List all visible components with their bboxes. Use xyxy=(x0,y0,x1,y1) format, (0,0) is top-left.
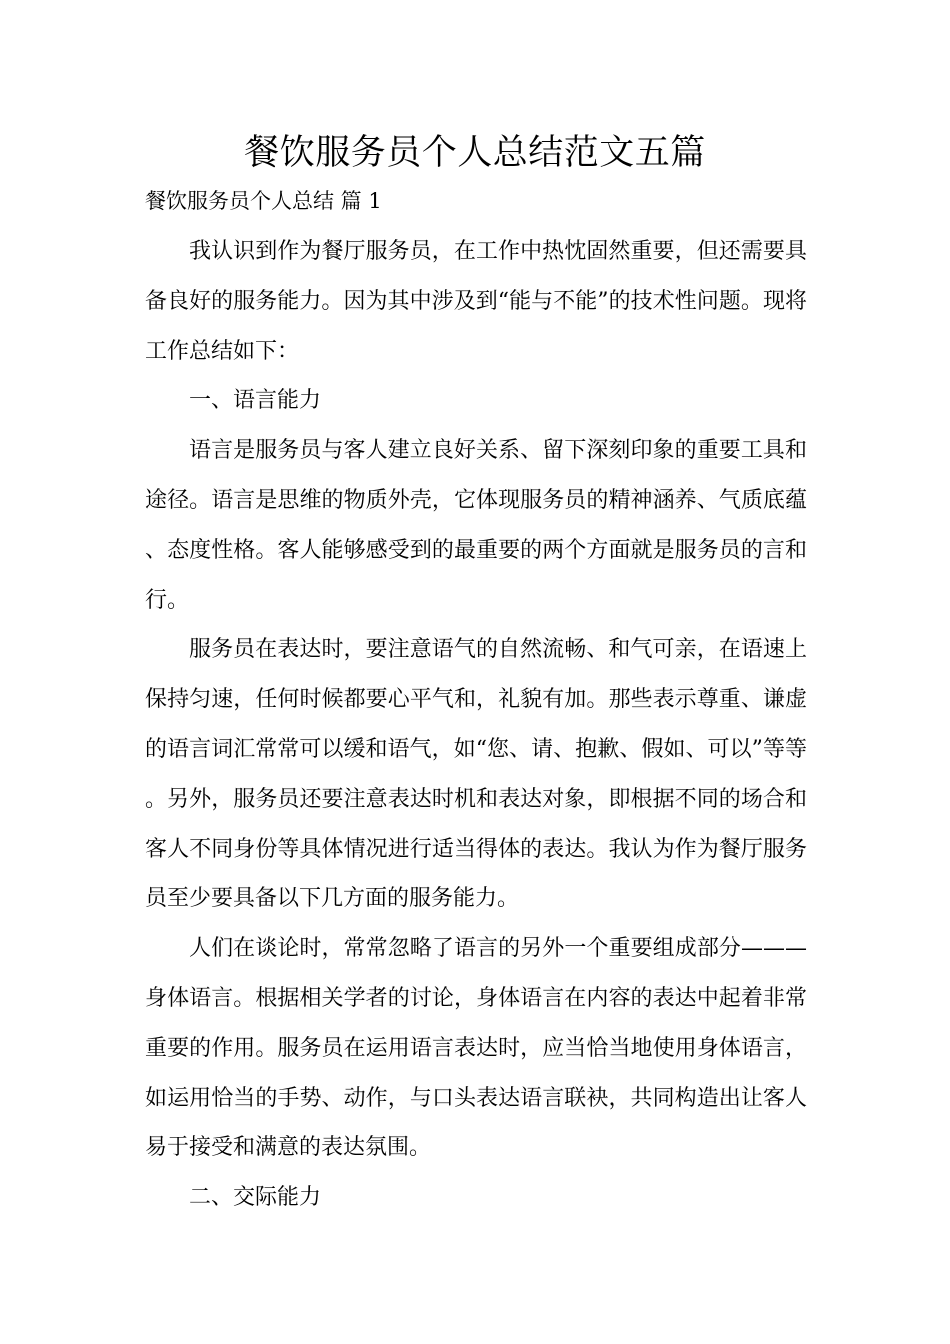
paragraph-expression: 服务员在表达时，要注意语气的自然流畅、和气可亲，在语速上保持匀速，任何时候都要心平气和，礼貌有加。那些表示尊重、谦虚的语言词汇常常可以缓和语气，如“您、请、抱歉、假如、可以”等等。另外，服务员还要注意表达时机和表达对象，即根据不同的场合和客人不同身份等具体情况进行适当得体的表达。我认为作为餐厅服务员至少要具备以下几方面的服务能力。 xyxy=(145,637,807,912)
document-body xyxy=(145,227,807,1223)
heading-communication-ability: 二、交际能力 xyxy=(189,1185,322,1211)
section-subheading: 餐饮服务员个人总结 篇 1 xyxy=(145,189,382,213)
paragraph-intro: 我认识到作为餐厅服务员，在工作中热忱固然重要，但还需要具备良好的服务能力。因为其中涉及到“能与不能”的技术性问题。现将工作总结如下： xyxy=(145,239,807,364)
paragraph-language: 语言是服务员与客人建立良好关系、留下深刻印象的重要工具和途径。语言是思维的物质外壳，它体现服务员的精神涵养、气质底蕴、态度性格。客人能够感受到的最重要的两个方面就是服务员的言和行。 xyxy=(145,438,807,613)
document-title: 餐饮服务员个人总结范文五篇 xyxy=(244,133,706,173)
paragraph-body-language: 人们在谈论时，常常忽略了语言的另外一个重要组成部分———身体语言。根据相关学者的讨论，身体语言在内容的表达中起着非常重要的作用。服务员在运用语言表达时，应当恰当地使用身体语言，如运用恰当的手势、动作，与口头表达语言联袂，共同构造出让客人易于接受和满意的表达氛围。 xyxy=(145,936,807,1161)
heading-language-ability: 一、语言能力 xyxy=(189,388,322,414)
